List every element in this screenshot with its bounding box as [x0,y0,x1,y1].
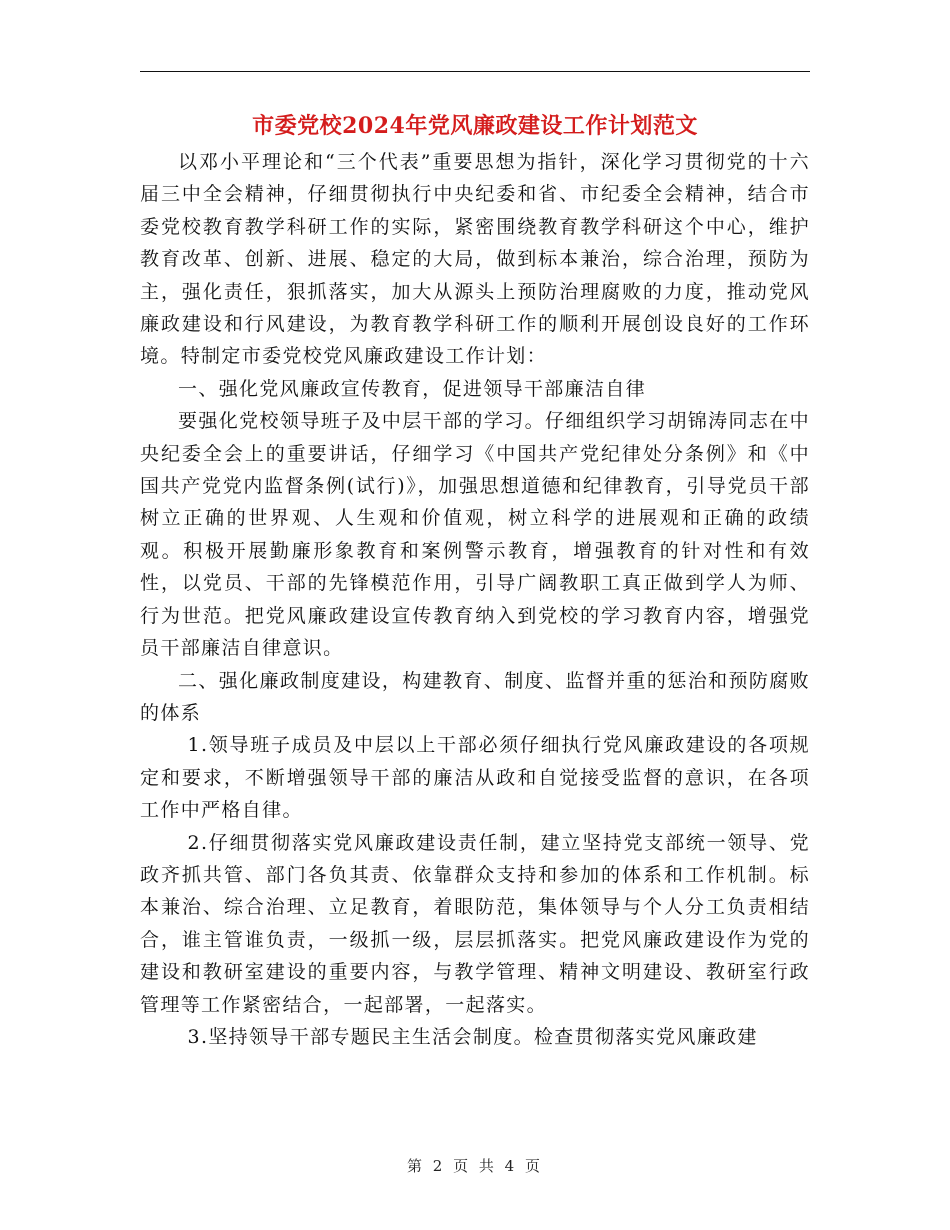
list-item-1: 1.领导班子成员及中层以上干部必须仔细执行党风廉政建设的各项规定和要求，不断增强领导干部的廉洁从政和自觉接受监督的意识，在各项工作中严格自律。 [140,734,810,822]
section-heading-2: 二、强化廉政制度建设，构建教育、制度、监督并重的惩治和预防腐败的体系 [140,669,810,724]
list-item-2: 2.仔细贯彻落实党风廉政建设责任制，建立坚持党支部统一领导、党政齐抓共管、部门各负其责、依靠群众支持和参加的体系和工作机制。标本兼治、综合治理、立足教育，着眼防范，集体领导与个人分工负责相结合，谁主管谁负责，一级抓一级，层层抓落实。把党风廉政建设作为党的建设和教研室建设的重要内容，与教学管理、精神文明建设、教研室行政管理等工作紧密结合，一起部署，一起落实。 [140,831,810,1016]
section-heading-1: 一、强化党风廉政宣传教育，促进领导干部廉洁自律 [178,377,647,400]
page-number: 第 2 页 共 4 页 [407,1157,543,1175]
document-body [140,146,810,1053]
list-item-3: 3.坚持领导干部专题民主生活会制度。检查贯彻落实党风廉政建 [187,1025,758,1048]
paragraph-section-1: 要强化党校领导班子及中层干部的学习。仔细组织学习胡锦涛同志在中央纪委全会上的重要讲话，仔细学习《中国共产党纪律处分条例》和《中国共产党党内监督条例(试行)》，加强思想道德和纪律教育，引导党员干部树立正确的世界观、人生观和价值观，树立科学的进展观和正确的政绩观。积极开展勤廉形象教育和案例警示教育，增强教育的针对性和有效性，以党员、干部的先锋模范作用，引导广阔教职工真正做到学人为师、行为世范。把党风廉政建设宣传教育纳入到党校的学习教育内容，增强党员干部廉洁自律意识。 [140,410,810,660]
document-title: 市委党校2024年党风廉政建设工作计划范文 [252,113,698,139]
paragraph-intro: 以邓小平理论和“三个代表”重要思想为指针，深化学习贯彻党的十六届三中全会精神，仔细贯彻执行中央纪委和省、市纪委全会精神，结合市委党校教育教学科研工作的实际，紧密围绕教育教学科研这个中心，维护教育改革、创新、进展、稳定的大局，做到标本兼治，综合治理，预防为主，强化责任，狠抓落实，加大从源头上预防治理腐败的力度，推动党风廉政建设和行风建设，为教育教学科研工作的顺利开展创设良好的工作环境。特制定市委党校党风廉政建设工作计划： [140,151,810,368]
header-rule [140,71,810,72]
